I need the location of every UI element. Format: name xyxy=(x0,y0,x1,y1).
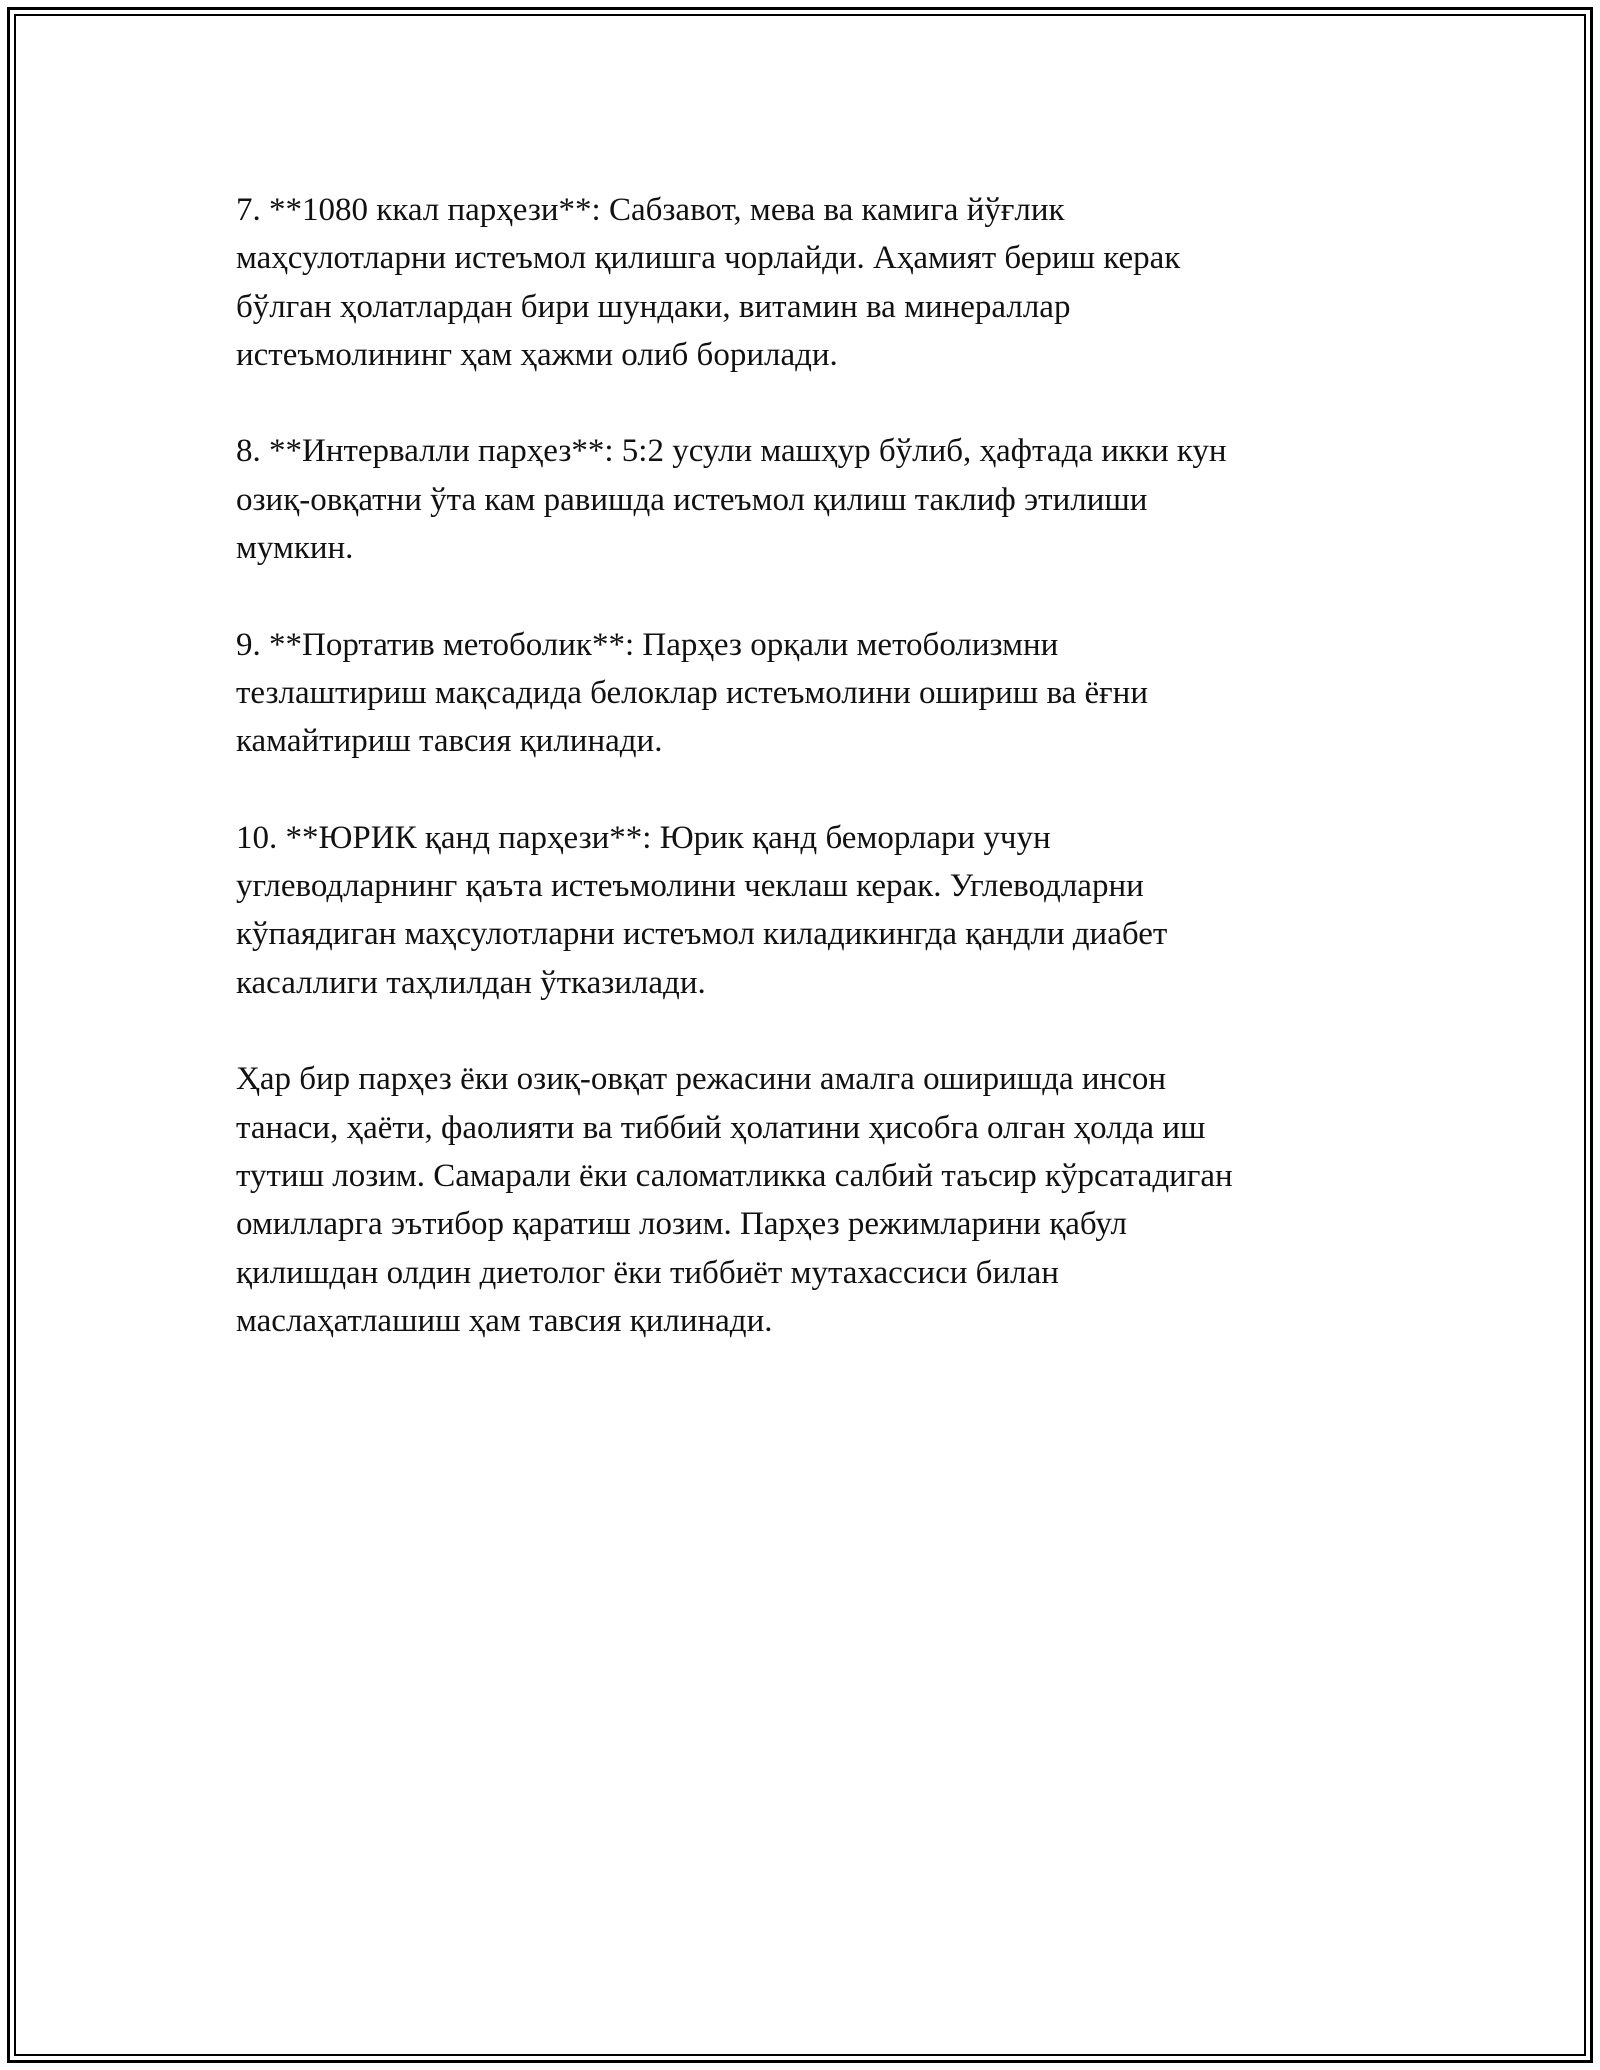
paragraph-item-7: 7. **1080 ккал парҳези**: Сабзавот, мева ва камига йўғлик маҳсулотларни истеъмол қилишга чорлайди. Аҳамият бериш керак бўлган ҳолатлардан бири шундаки, витамин ва минераллар истеъмолининг ҳам ҳажми олиб борилади. xyxy=(236,192,1181,373)
paragraph-item-8: 8. **Интервалли парҳез**: 5:2 усули машҳур бўлиб, ҳафтада икки кун озиқ-овқатни ўта кам равишда истеъмол қилиш таклиф этилиши мумкин. xyxy=(236,433,1227,567)
document-body xyxy=(236,186,1366,1393)
paragraph-item-10: 10. **ЮРИК қанд парҳези**: Юрик қанд беморлари учун углеводларнинг қаъта истеъмолини чеклаш керак. Углеводларни кўпаядиган маҳсулотларни истеъмол киладикингда қандли диабет касаллиги таҳлилдан ўтказилади. xyxy=(236,819,1168,1001)
paragraph-item-9: 9. **Портатив метоболик**: Парҳез орқали метоболизмни тезлаштириш мақсадида белоклар истеъмолини ошириш ва ёғни камайтириш тавсия қилинади. xyxy=(236,626,1148,760)
conclusion-paragraph: Ҳар бир парҳез ёки озиқ-овқат режасини амалга оширишда инсон танаси, ҳаёти, фаолияти ва тиббий ҳолатини ҳисобга олган ҳолда иш тутиш лозим. Самарали ёки саломатликка салбий таъсир кўрсатадиган омилларга эътибор қаратиш лозим. Парҳез режимларини қабул қилишдан олдин диетолог ёки тиббиёт мутахассиси билан маслаҳатлашиш ҳам тавсия қилинади. xyxy=(236,1061,1233,1339)
